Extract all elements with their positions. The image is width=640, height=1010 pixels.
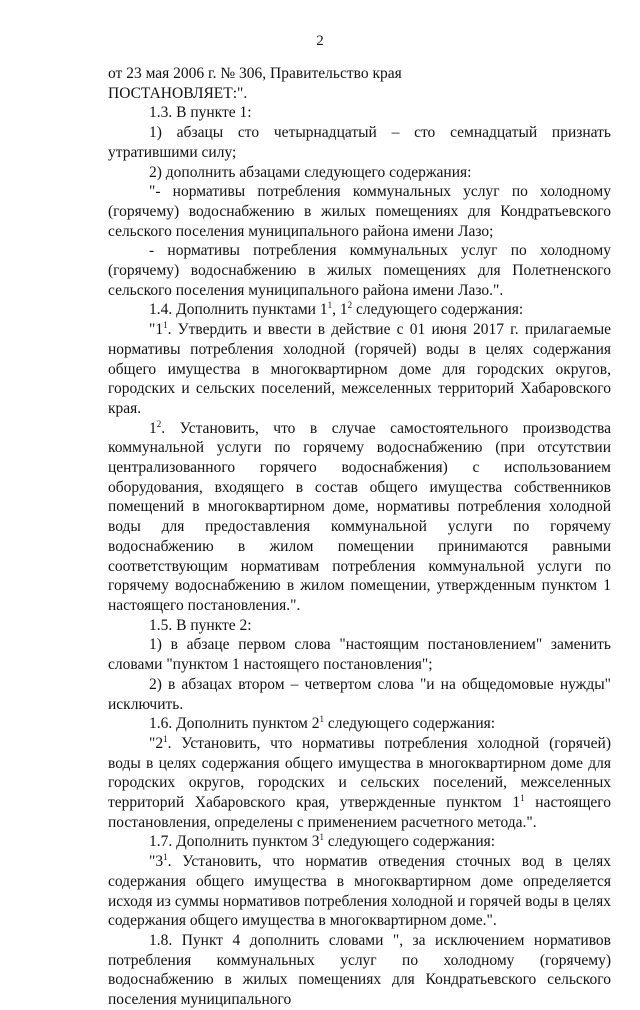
paragraph: - нормативы потребления коммунальных услуг по холодному (горячему) водоснабжению в жилых помещениях для Полетненского сельского поселения муниципального района имени Лазо.". bbox=[108, 242, 611, 299]
paragraph: от 23 мая 2006 г. № 306, Правительство края bbox=[108, 65, 402, 82]
paragraph: "- нормативы потребления коммунальных услуг по холодному (горячему) водоснабжению в жилых помещениях для Кондратьевского сельского поселения муниципального района имени Лазо; bbox=[108, 183, 611, 240]
paragraph bbox=[108, 320, 611, 419]
paragraph bbox=[108, 300, 611, 320]
text-run: "2 bbox=[149, 734, 164, 752]
paragraph: 1) в абзаце первом слова "настоящим постановлением" заменить словами "пунктом 1 настоящего постановления"; bbox=[108, 636, 611, 674]
text-run: . Установить, что норматив отведения сточных вод в целях содержания общего имущества в многоквартирном доме определяется исходя из суммы нормативов потребления холодной и горячей воды в целях содержания общего имущества в многоквартирном доме.". bbox=[108, 853, 611, 930]
paragraph: 2) в абзацах втором – четвертом слова "и на общедомовые нужды" исключить. bbox=[108, 675, 611, 713]
superscript: 1 bbox=[520, 793, 525, 804]
superscript: 1 bbox=[163, 733, 168, 744]
paragraph: 1.8. Пункт 4 дополнить словами ", за исключением нормативов потребления коммунальных услуг по холодному (горячему) водоснабжению в жилых помещениях для Кондратьевского сельского поселения муниципального bbox=[108, 931, 611, 1009]
text-run: 1.7. Дополнить пунктом 3 bbox=[149, 833, 320, 851]
text-run: следующего содержания: bbox=[352, 301, 524, 319]
superscript: 2 bbox=[156, 418, 162, 429]
document-body bbox=[108, 64, 611, 1010]
text-run: "1 bbox=[149, 321, 164, 339]
paragraph bbox=[108, 734, 611, 833]
text-run: 1.6. Дополнить пунктом 2 bbox=[149, 715, 320, 733]
paragraph bbox=[108, 832, 611, 852]
text-run: , 1 bbox=[332, 301, 348, 319]
superscript: 1 bbox=[319, 714, 324, 725]
text-run: следующего содержания: bbox=[323, 833, 496, 851]
superscript: 2 bbox=[347, 300, 353, 311]
paragraph: 2) дополнить абзацами следующего содержания: bbox=[149, 163, 472, 181]
text-run: . Установить, что в случае самостоятельного производства коммунальной услуги по горячему водоснабжению (при отсутствии централизованного горячего водоснабжения) с использованием оборудования, входящего в состав общего имущества собственников помещений в многоквартирном доме, нормативы потребления холодной воды для предоставления коммунальной услуги по горячему водоснабжению в жилом помещении принимаются равными соответствующим нормативам потребления коммунальной услуги по горячему водоснабжению в жилом помещении, утвержденным пунктом 1 настоящего постановления.". bbox=[108, 419, 611, 614]
superscript: 1 bbox=[327, 300, 333, 311]
text-run: . Установить, что нормативы потребления холодной (горячей) воды в целях содержания общего имущества в многоквартирном доме для городских округов, городских и сельских поселений, межселенных территорий Хабаровского края, утвержденные пунктом 1 bbox=[108, 734, 611, 812]
paragraph: ПОСТАНОВЛЯЕТ:". bbox=[108, 84, 248, 102]
text-run: . Утвердить и ввести в действие с 01 июня 2017 г. прилагаемые нормативы потребления холодной (горячей) воды в целях содержания общего имущества в многоквартирном доме для городских округов, городских и сельских поселений, межселенных территорий Хабаровского края. bbox=[108, 321, 611, 417]
text-run: настоящего постановления, определены с применением расчетного метода.". bbox=[108, 794, 612, 831]
superscript: 1 bbox=[163, 852, 168, 863]
paragraph bbox=[108, 419, 611, 616]
text-run: следующего содержания: bbox=[323, 715, 496, 733]
superscript: 1 bbox=[319, 832, 324, 843]
paragraph bbox=[108, 714, 611, 734]
paragraph: 1.5. В пункте 2: bbox=[149, 616, 252, 634]
superscript: 1 bbox=[163, 320, 168, 331]
text-run: 1.4. Дополнить пунктами 1 bbox=[149, 301, 328, 319]
paragraph: 1.3. В пункте 1: bbox=[149, 104, 252, 122]
text-run: "3 bbox=[149, 853, 164, 871]
page-number: 2 bbox=[316, 33, 324, 49]
paragraph bbox=[108, 852, 611, 931]
text-run: 1 bbox=[149, 419, 157, 437]
paragraph: 1) абзацы сто четырнадцатый – сто семнадцатый признать утратившими силу; bbox=[108, 124, 611, 161]
